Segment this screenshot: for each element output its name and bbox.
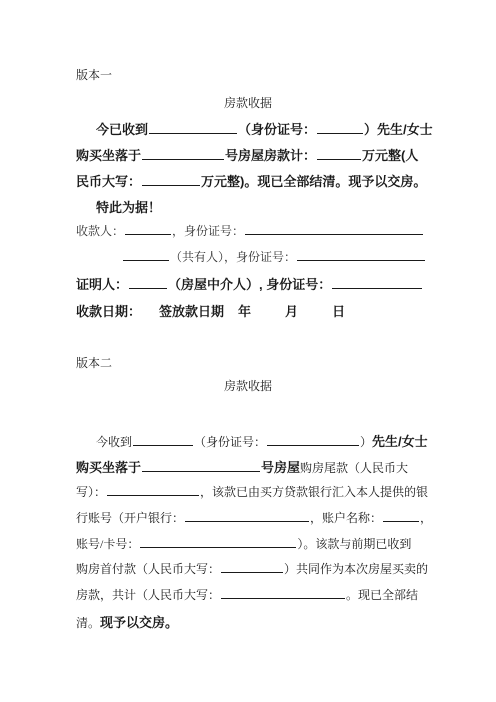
v1-address-blank: [142, 147, 224, 160]
v2-id-text: （身份证号：: [194, 435, 267, 449]
version-one-title: 房款收据: [223, 96, 272, 110]
v1-capital-blank: [142, 173, 200, 186]
v2-down-payment-blank: [221, 560, 283, 573]
v1-month-text: 月: [285, 304, 299, 319]
v2-balance-text: 购房尾款（人民币大: [300, 461, 409, 475]
v2-received-text: 今收到: [96, 435, 133, 449]
v2-account-name-text: ，账户名称：: [310, 511, 383, 525]
v1-year-text: 年: [238, 304, 252, 319]
v2-settled-text: 。现已全部结: [346, 588, 419, 602]
v1-witness-blank: [129, 276, 167, 289]
v2-id-blank: [267, 433, 359, 446]
v2-address-blank: [142, 459, 260, 472]
v1-line-1: [96, 119, 433, 138]
v1-located-text: 购买坐落于: [76, 148, 142, 163]
v2-line-6: [76, 560, 428, 577]
v2-total-text: 房款，共计（人民币大写：: [76, 588, 221, 602]
v1-id-text: （身份证号：: [238, 122, 317, 137]
v2-line-8: [76, 612, 178, 631]
v2-line-1: [96, 431, 428, 450]
v2-title-text: 先生/女士: [372, 434, 428, 449]
v1-coowner-id-blank: [297, 248, 425, 261]
v1-line-5: [76, 222, 424, 239]
v2-write-text: 写）：: [76, 485, 107, 499]
v1-received-text: 今已收到: [96, 122, 149, 137]
v2-balance-blank: [107, 483, 199, 496]
v2-line-2: [76, 457, 408, 476]
v1-line-8: [76, 301, 345, 320]
v1-day-text: 日: [332, 304, 346, 319]
version-two-label: 版本二: [76, 356, 113, 370]
v2-bank-blank: [185, 509, 309, 522]
v2-card-blank: [140, 535, 296, 548]
v2-line-3: [76, 483, 428, 500]
v1-payee-blank: [125, 222, 171, 235]
v1-settled-text: 万元整)。现已全部结清。现予以交房。: [201, 174, 427, 189]
v2-house-text: 号房屋: [261, 460, 301, 475]
v1-payee-id-text: ，身份证号：: [172, 224, 245, 238]
version-two-title: 房款收据: [223, 379, 272, 393]
v1-line-7: [76, 274, 423, 293]
v2-prior-text: ）。该款与前期已收到: [297, 537, 412, 551]
v1-id-blank: [317, 121, 363, 134]
v1-line-3: [76, 171, 426, 190]
v2-line-4: [76, 509, 432, 526]
v2-handover-text: 现予以交房。: [100, 615, 179, 630]
v1-agent-id-blank: [332, 276, 422, 289]
v1-date-text: 收款日期：: [76, 304, 142, 319]
v1-payee-text: 收款人：: [76, 224, 125, 238]
v2-bank-transfer-text: ，该款已由买方贷款银行汇入本人提供的银: [200, 485, 429, 499]
v1-line-4: 特此为据！: [96, 200, 162, 215]
v2-account-name-blank: [383, 509, 419, 522]
v1-total-text: 号房屋房款计：: [225, 148, 317, 163]
version-one-label: 版本一: [76, 68, 113, 82]
v1-payee-id-blank: [245, 222, 423, 235]
v2-payer-blank: [133, 433, 193, 446]
v2-account-text: 行账号（开户银行：: [76, 511, 185, 525]
v2-total-blank: [221, 586, 345, 599]
v1-agent-text: （房屋中介人）, 身份证号：: [168, 277, 332, 292]
v1-unit-text: 万元整(人: [362, 148, 419, 163]
v1-amount-blank: [317, 147, 361, 160]
v1-loan-date-text: 签放款日期: [159, 304, 225, 319]
v2-together-text: ）共同作为本次房屋买卖的: [284, 562, 429, 576]
v2-id-close: ）: [360, 435, 373, 449]
v1-line-6: [122, 248, 426, 265]
v1-payer-blank: [149, 121, 237, 134]
v1-title-text: ）先生/女士: [364, 122, 433, 137]
v2-line-5: [76, 535, 411, 552]
v1-line-2: [76, 145, 418, 164]
v2-line-7: [76, 586, 418, 603]
v2-comma: ，: [420, 511, 433, 525]
v2-located-text: 购买坐落于: [76, 460, 142, 475]
v1-coowner-text: （共有人），身份证号：: [170, 250, 297, 264]
v1-witness-text: 证明人：: [76, 277, 129, 292]
v1-coowner-blank: [123, 248, 169, 261]
v2-clear-text: 清。: [76, 616, 101, 630]
v2-down-payment-text: 购房首付款（人民币大写：: [76, 562, 221, 576]
v2-card-text: 账号/卡号：: [76, 537, 140, 551]
v1-capital-text: 民币大写：: [76, 174, 142, 189]
